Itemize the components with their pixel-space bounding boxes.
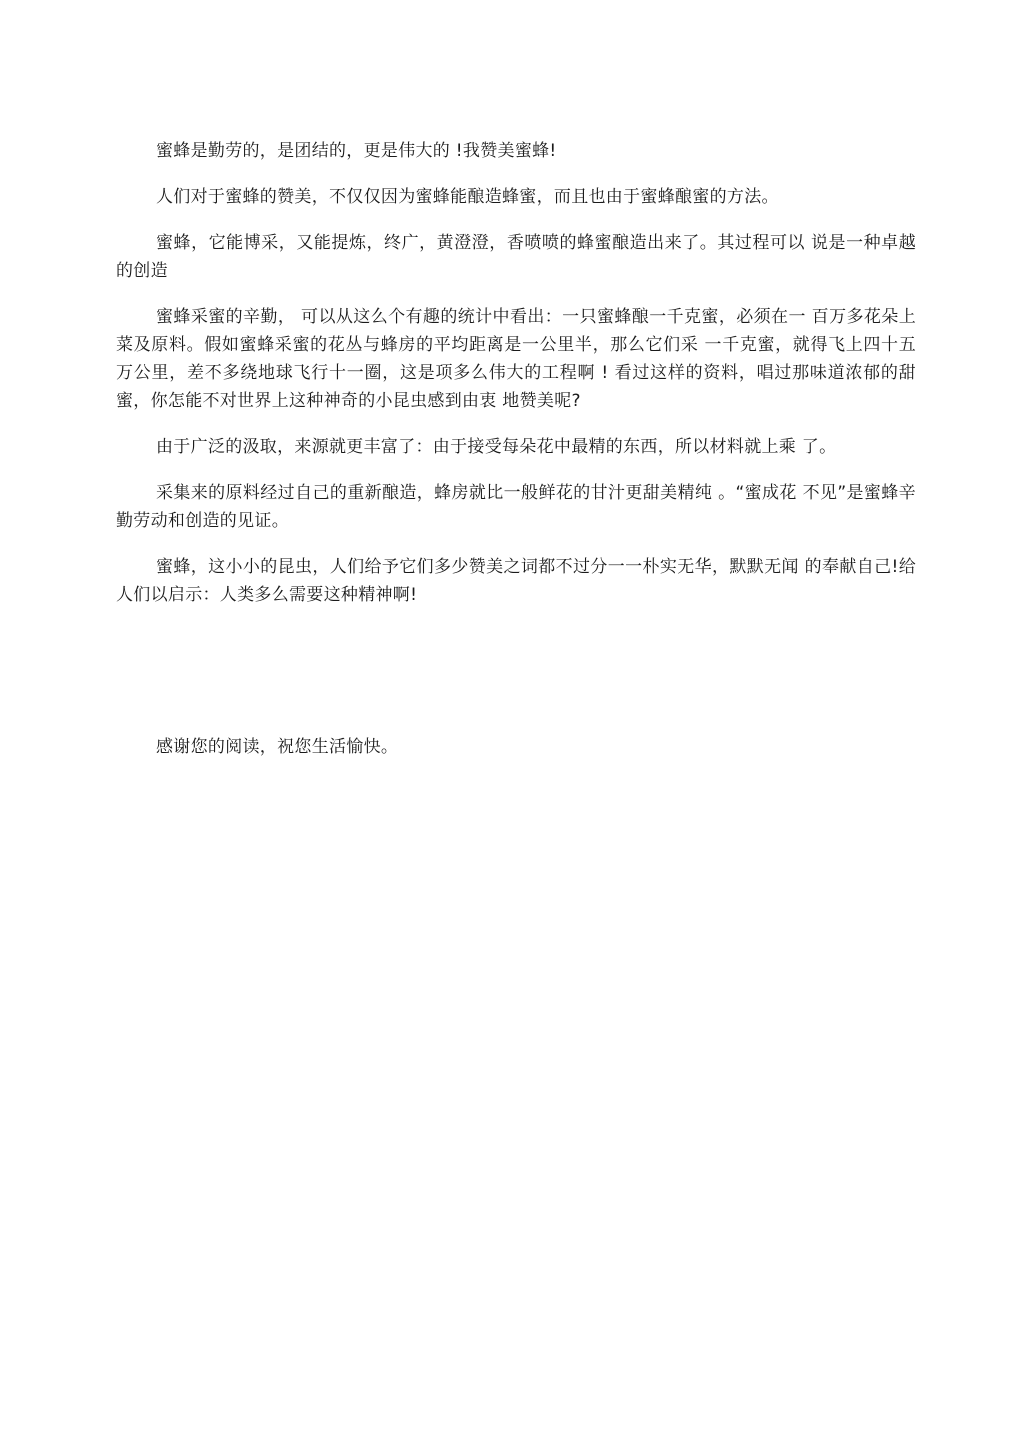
paragraph-5: 由于广泛的汲取，来源就更丰富了：由于接受每朵花中最精的东西，所以材料就上乘 了。	[156, 437, 837, 457]
paragraph-1: 蜜蜂是勤劳的，是团结的，更是伟大的 !我赞美蜜蜂!	[156, 141, 557, 161]
paragraph-7: 蜜蜂，这小小的昆虫，人们给予它们多少赞美之词都不过分一一朴实无华，默默无闻 的奉献自己!给人们以启示：人类多么需要这种精神啊!	[116, 557, 916, 605]
paragraph-2: 人们对于蜜蜂的赞美，不仅仅因为蜜蜂能酿造蜂蜜，而且也由于蜜蜂酿蜜的方法。	[156, 187, 779, 207]
paragraph-4: 蜜蜂采蜜的辛勤， 可以从这么个有趣的统计中看出：一只蜜蜂酿一千克蜜，必须在一 百万多花朵上菜及原料。假如蜜蜂采蜜的花丛与蜂房的平均距离是一公里半，那么它们采 一千克蜜，就得飞上四十五万公里，差不多绕地球飞行十一圈，这是项多么伟大的工程啊 ! 看过这样的资料，唱过那味道浓郁的甜蜜，你怎能不对世界上这种神奇的小昆虫感到由衷 地赞美呢?	[116, 307, 916, 411]
closing-line: 感谢您的阅读，祝您生活愉快。	[156, 737, 399, 757]
document-body	[116, 137, 916, 627]
paragraph-3: 蜜蜂，它能博采，又能提炼，终广，黄澄澄，香喷喷的蜂蜜酿造出来了。其过程可以 说是一种卓越的创造	[116, 233, 916, 281]
paragraph-6: 采集来的原料经过自己的重新酿造，蜂房就比一般鲜花的甘汁更甜美精纯 。“蜜成花 不见”是蜜蜂辛勤劳动和创造的见证。	[116, 483, 916, 531]
